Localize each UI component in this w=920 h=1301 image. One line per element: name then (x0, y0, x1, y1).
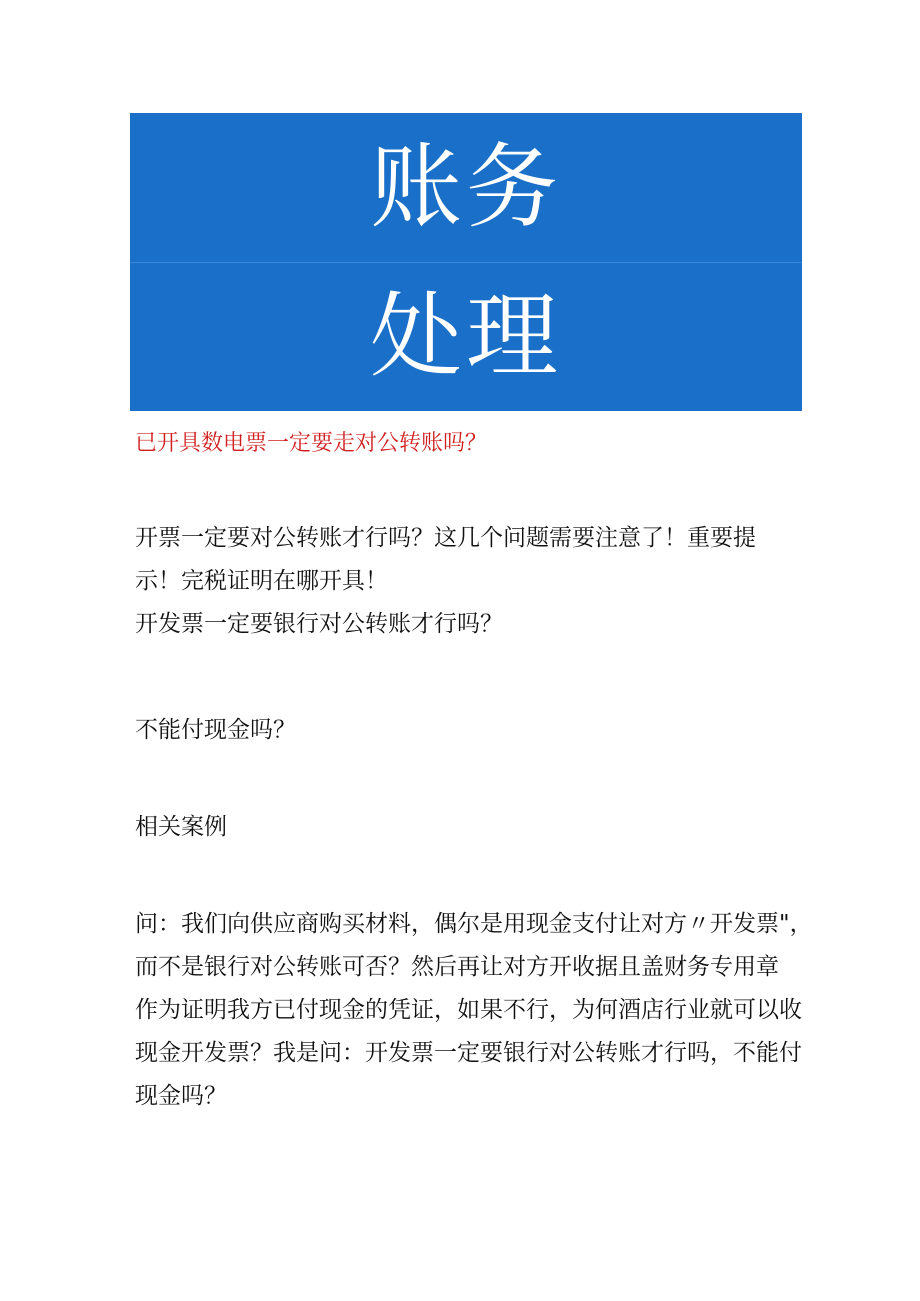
intro-line: 开票一定要对公转账才行吗？这几个问题需要注意了！重要提 (135, 525, 756, 551)
article-subtitle: 已开具数电票一定要走对公转账吗？ (135, 431, 488, 456)
title-banner (130, 113, 802, 411)
qa-line: 问：我们向供应商购买材料，偶尔是用现金支付让对方〃开发票"， (135, 911, 813, 937)
qa-line: 而不是银行对公转账可否？然后再让对方开收据且盖财务专用章 (135, 954, 779, 980)
qa-paragraph (135, 903, 815, 1118)
section-heading: 相关案例 (135, 814, 227, 840)
intro-paragraph (135, 517, 815, 646)
intro-line: 示！完税证明在哪开具！ (135, 568, 388, 594)
banner-title-line-1: 账务 (369, 133, 562, 241)
qa-line: 现金吗？ (135, 1083, 227, 1109)
banner-title-line-2: 处理 (369, 282, 562, 390)
qa-line: 作为证明我方已付现金的凭证，如果不行，为何酒店行业就可以收 (135, 997, 802, 1023)
intro-line: 开发票一定要银行对公转账才行吗？ (135, 611, 503, 637)
cash-question: 不能付现金吗？ (135, 717, 296, 743)
qa-line: 现金开发票？我是问：开发票一定要银行对公转账才行吗，不能付 (135, 1040, 802, 1066)
